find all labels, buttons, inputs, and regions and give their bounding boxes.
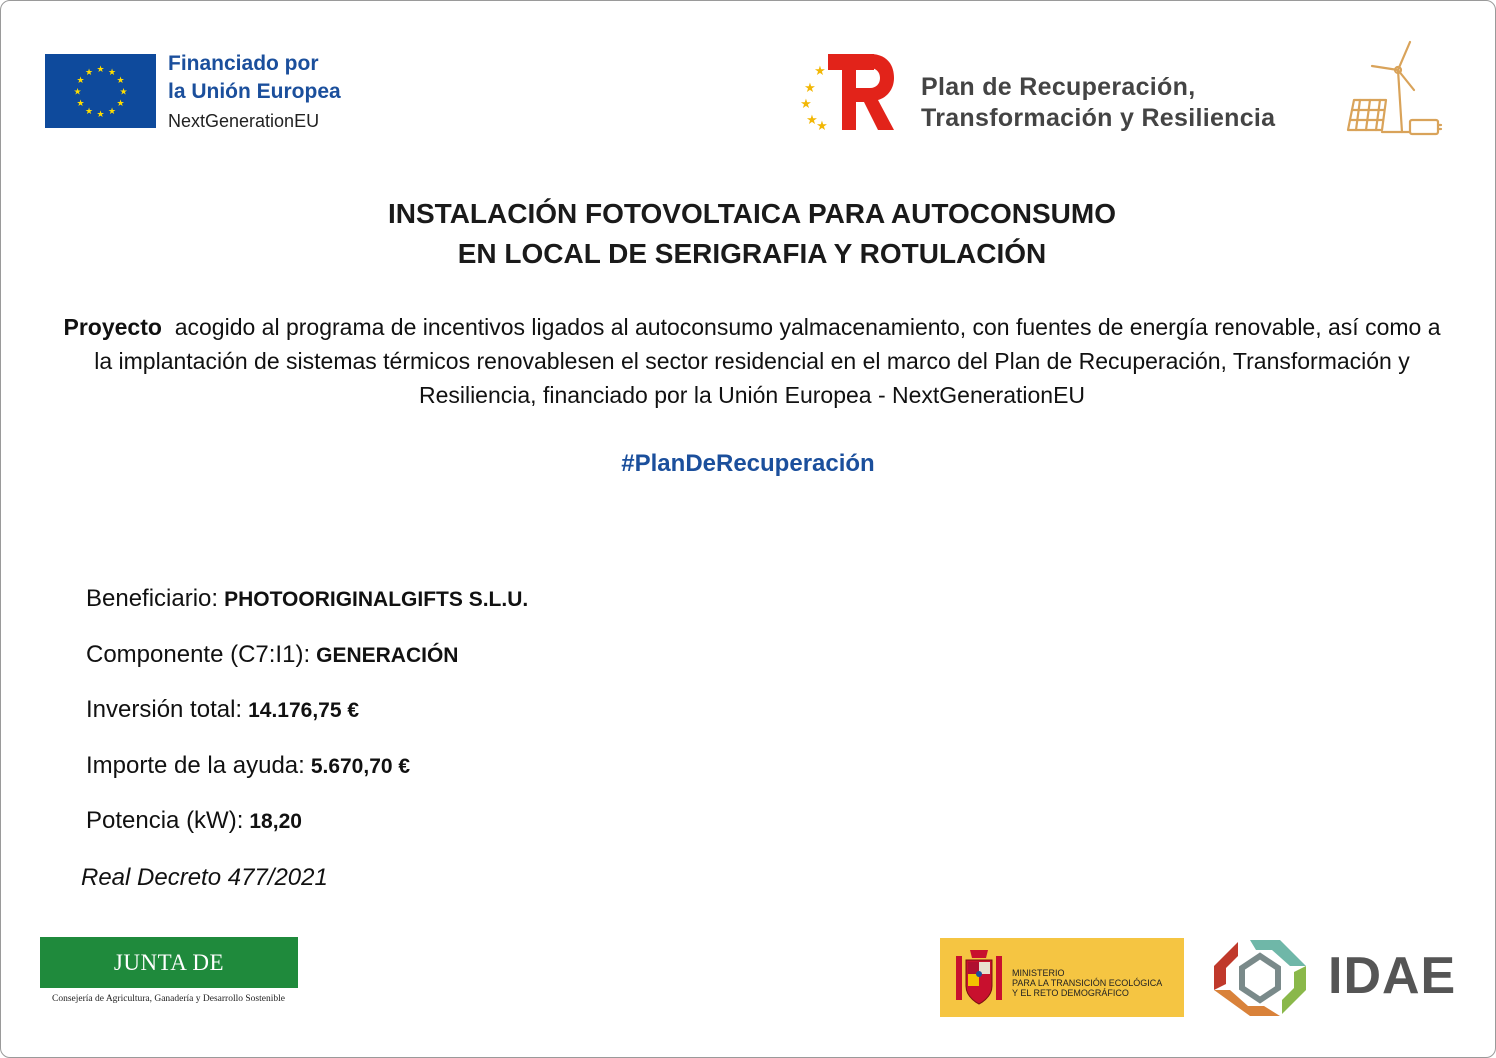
spain-coat-of-arms-icon [952, 946, 1006, 1010]
inversion-row [86, 696, 528, 752]
beneficiario-label: Beneficiario: [86, 585, 219, 612]
componente-label: Componente (C7:I1): [86, 640, 311, 668]
ayuda-label: Importe de la ayuda: [86, 751, 305, 779]
svg-text:★: ★ [84, 107, 94, 117]
beneficiario-value: PHOTOORIGINALGIFTS S.L.U. [224, 588, 529, 611]
componente-row [86, 641, 528, 697]
ayuda-value: 5.670,70 € [310, 754, 411, 778]
svg-text:★: ★ [96, 65, 105, 75]
svg-text:★: ★ [73, 87, 82, 98]
idae-wordmark: IDAE [1328, 947, 1457, 1005]
svg-text:★: ★ [76, 99, 85, 109]
ayuda-row [86, 752, 528, 808]
prtr-text [921, 72, 1275, 134]
inversion-label: Inversión total: [86, 696, 243, 723]
project-description [60, 310, 1444, 412]
beneficiario-row [86, 585, 528, 641]
eu-line-1: Financiado por [168, 52, 319, 75]
junta-extremadura-logo [40, 937, 298, 1026]
ministerio-logo [940, 938, 1184, 1017]
potencia-label: Potencia (kW): [86, 807, 244, 834]
description-body: acogido al programa de incentivos ligados al autoconsumo yalmacenamiento, con fuentes de energía renovable, así como a la implantación de sistemas térmicos renovablesen el sector residencial en el marco del Plan de Recuperación, Transformación y Resiliencia, financiado por la Unión Europea - NextGenerationEU [94, 314, 1441, 408]
eu-line-3: NextGenerationEU [168, 111, 320, 131]
ministerio-line-3: Y EL RETO DEMOGRÁFICO [1012, 988, 1129, 998]
svg-text:★: ★ [800, 97, 812, 112]
eu-flag-icon [45, 54, 156, 128]
svg-text:★: ★ [806, 113, 818, 128]
prtr-line-1: Plan de Recuperación, [921, 73, 1196, 101]
svg-text:★: ★ [119, 87, 128, 98]
svg-text:★: ★ [116, 76, 125, 86]
inversion-value: 14.176,75 € [248, 699, 360, 722]
svg-text:★: ★ [76, 76, 85, 86]
project-info [86, 585, 528, 863]
junta-subtitle: Consejería de Agricultura, Ganadería y Desarrollo Sostenible [52, 994, 285, 1004]
svg-text:★: ★ [814, 64, 826, 79]
svg-text:★: ★ [116, 99, 125, 109]
svg-text:★: ★ [804, 81, 816, 96]
junta-name: JUNTA DE EXTREMADURA [40, 937, 298, 988]
componente-value: GENERACIÓN [316, 643, 459, 667]
project-title [0, 194, 1496, 274]
potencia-value: 18,20 [249, 810, 302, 833]
eu-line-2: la Unión Europea [168, 80, 341, 103]
hashtag: #PlanDeRecuperación [621, 450, 875, 477]
ministerio-text [1012, 968, 1162, 998]
prtr-logo-icon [798, 48, 898, 134]
svg-text:★: ★ [107, 107, 117, 117]
renewable-energy-icon [1340, 40, 1444, 138]
svg-text:★: ★ [816, 119, 828, 134]
eu-funding-text [168, 50, 341, 136]
prtr-line-2: Transformación y Resiliencia [921, 104, 1276, 132]
title-line-1: INSTALACIÓN FOTOVOLTAICA PARA AUTOCONSUMO [388, 198, 1116, 229]
description-lead: Proyecto [63, 314, 162, 340]
ministerio-line-1: MINISTERIO [1012, 968, 1065, 978]
real-decreto: Real Decreto 477/2021 [81, 864, 328, 891]
svg-text:★: ★ [96, 110, 105, 120]
ministerio-line-2: PARA LA TRANSICIÓN ECOLÓGICA [1012, 978, 1163, 988]
title-line-2: EN LOCAL DE SERIGRAFIA Y ROTULACIÓN [457, 238, 1047, 269]
svg-text:★: ★ [84, 68, 94, 78]
svg-text:★: ★ [107, 68, 117, 78]
potencia-row [86, 807, 528, 863]
idae-emblem-icon [1204, 937, 1316, 1019]
